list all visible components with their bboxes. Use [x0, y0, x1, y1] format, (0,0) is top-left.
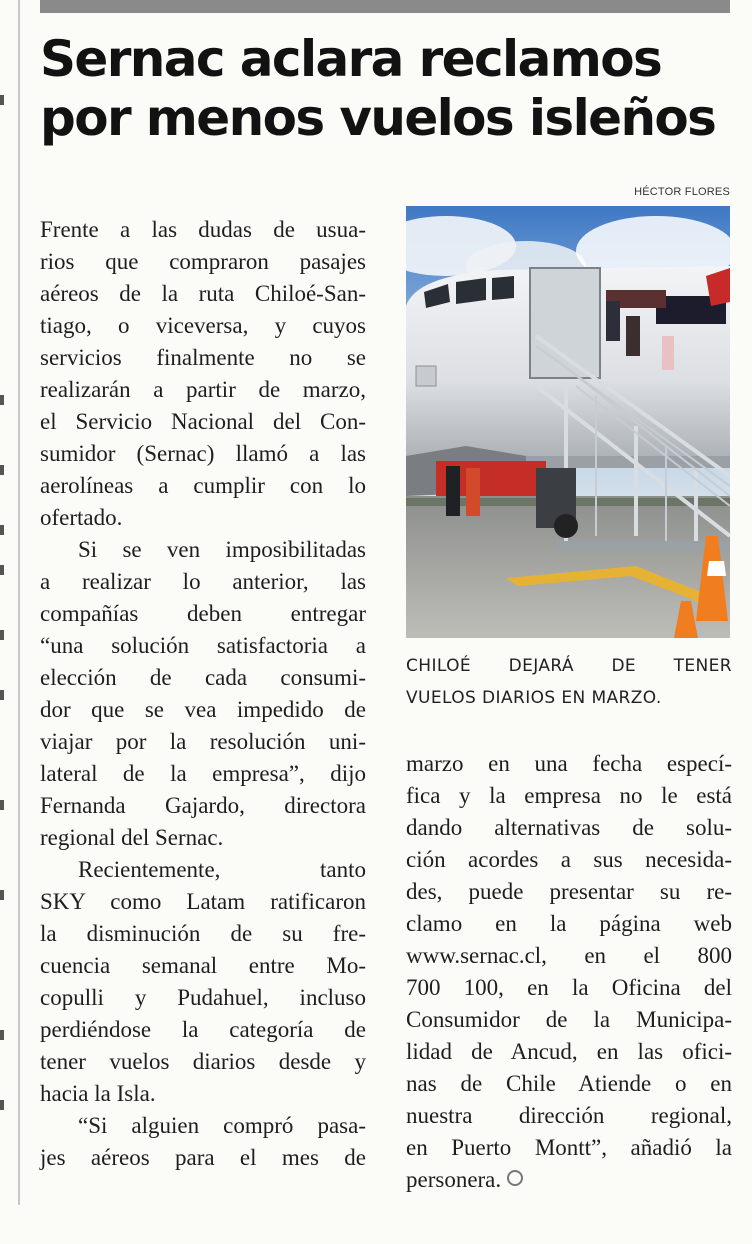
text-line: ofertado.	[40, 505, 123, 530]
caption-line: VUELOS DIARIOS EN MARZO.	[406, 688, 662, 708]
text-line: des, puede presentar su re-	[406, 879, 732, 904]
text-line: realizarán a partir de marzo,	[40, 377, 366, 402]
text-line: fica y la empresa no le está	[406, 783, 732, 808]
photo-credit: HÉCTOR FLORES	[634, 186, 730, 198]
text-line: dando alternativas de solu-	[406, 815, 732, 840]
text-line: regional del Sernac.	[40, 825, 224, 850]
text-line: tener vuelos diarios desde y	[40, 1049, 366, 1074]
text-line: marzo en una fecha especí-	[406, 751, 732, 776]
text-line: lateral de la empresa”, dijo	[40, 761, 366, 786]
text-line: dor que se vea impedido de	[40, 697, 366, 722]
airplane-photo	[406, 206, 730, 638]
body-column-2	[406, 748, 732, 1196]
text-line-content: personera.	[406, 1167, 502, 1192]
column-border	[18, 0, 20, 1205]
text-line: nuestra dirección regional,	[406, 1103, 732, 1128]
text-line: SKY como Latam ratificaron	[40, 889, 366, 914]
photo-caption	[406, 650, 732, 714]
text-line: en Puerto Montt”, añadió la	[406, 1135, 732, 1160]
text-line: hacia la Isla.	[40, 1081, 156, 1106]
text-line: ción acordes a sus necesida-	[406, 847, 732, 872]
text-line: tiago, o viceversa, y cuyos	[40, 313, 366, 338]
text-line: www.sernac.cl, en el 800	[406, 943, 732, 968]
text-line: “Si alguien compró pasa-	[78, 1113, 366, 1138]
body-column-1	[40, 214, 366, 1174]
end-of-article-icon	[507, 1170, 523, 1186]
text-line: el Servicio Nacional del Con-	[40, 409, 366, 434]
headline-line: por menos vuelos isleños	[40, 89, 716, 147]
text-line: copulli y Pudahuel, incluso	[40, 985, 366, 1010]
text-line: Recientemente, tanto	[78, 857, 366, 882]
text-line: a realizar lo anterior, las	[40, 569, 366, 594]
text-line: la disminución de su fre-	[40, 921, 366, 946]
text-line: nas de Chile Atiende o en	[406, 1071, 732, 1096]
text-line: compañías deben entregar	[40, 601, 366, 626]
text-line: 700 100, en la Oficina del	[406, 975, 732, 1000]
text-line: Frente a las dudas de usua-	[40, 217, 366, 242]
text-line: servicios finalmente no se	[40, 345, 366, 370]
text-line: viajar por la resolución uni-	[40, 729, 366, 754]
text-line: clamo en la página web	[406, 911, 732, 936]
text-line: perdiéndose la categoría de	[40, 1017, 366, 1042]
text-line	[406, 1164, 732, 1196]
text-line: Consumidor de la Municipa-	[406, 1007, 732, 1032]
text-line: aerolíneas a cumplir con lo	[40, 473, 366, 498]
text-line: jes aéreos para el mes de	[40, 1145, 366, 1170]
text-line: “una solución satisfactoria a	[40, 633, 366, 658]
text-line: aéreos de la ruta Chiloé-San-	[40, 281, 366, 306]
text-line: elección de cada consumi-	[40, 665, 366, 690]
text-line: Fernanda Gajardo, directora	[40, 793, 366, 818]
text-line: rios que compraron pasajes	[40, 249, 366, 274]
top-rule	[40, 0, 730, 13]
text-line: sumidor (Sernac) llamó a las	[40, 441, 366, 466]
text-line: lidad de Ancud, en las ofici-	[406, 1039, 732, 1064]
text-line: Si se ven imposibilitadas	[78, 537, 366, 562]
headline	[40, 30, 740, 148]
text-line: cuencia semanal entre Mo-	[40, 953, 366, 978]
caption-line: CHILOÉ DEJARÁ DE TENER	[406, 656, 732, 676]
headline-line: Sernac aclara reclamos	[40, 30, 662, 88]
